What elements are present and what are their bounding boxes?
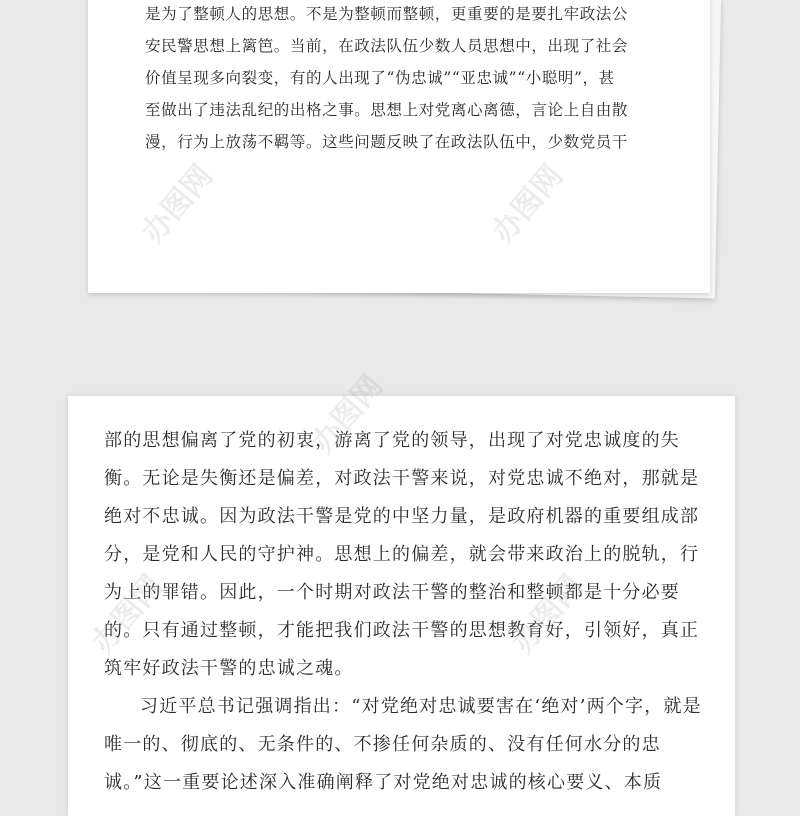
top-page-text [145,0,665,158]
text-line: 是为了整顿人的思想。不是为整顿而整顿，更重要的是要扎牢政法公 [145,5,629,23]
watermark: 办图网 [85,568,171,660]
top-page-stack [88,0,718,300]
top-page [88,0,710,293]
watermark: 办图网 [305,368,391,460]
watermark: 办图网 [485,158,571,250]
bottom-page [68,396,735,816]
text-line: 价值呈现多向裂变，有的人出现了“伪忠诚”“亚忠诚”“小聪明”，甚 [145,69,615,87]
text-line: 安民警思想上篱笆。当前，在政法队伍少数人员思想中，出现了社会 [145,37,629,55]
watermark: 办图网 [505,568,591,660]
text-line: 至做出了违法乱纪的出格之事。思想上对党离心离德，言论上自由散 [145,101,629,119]
bottom-page-text [104,422,704,802]
paragraph-1: 部的思想偏离了党的初衷，游离了党的领导，出现了对党忠诚度的失衡。无论是失衡还是偏差，对政法干警来说，对党忠诚不绝对，那就是绝对不忠诚。因为政法干警是党的中坚力量，是政府机器的重要组成部分，是党和人民的守护神。思想上的偏差，就会带来政治上的脱轨，行为上的罪错。因此，一个时期对政法干警的整治和整顿都是十分必要的。只有通过整顿，才能把我们政法干警的思想教育好，引领好，真正筑牢好政法干警的忠诚之魂。 [104,430,700,679]
paragraph-2: 习近平总书记强调指出：“对党绝对忠诚要害在‘绝对’两个字，就是唯一的、彻底的、无条件的、不掺任何杂质的、没有任何水分的忠诚。”这一重要论述深入准确阐释了对党绝对忠诚的核心要义、本质 [104,696,702,793]
text-line: 漫，行为上放荡不羁等。这些问题反映了在政法队伍中，少数党员干 [145,133,629,151]
watermark: 办图网 [135,158,221,250]
